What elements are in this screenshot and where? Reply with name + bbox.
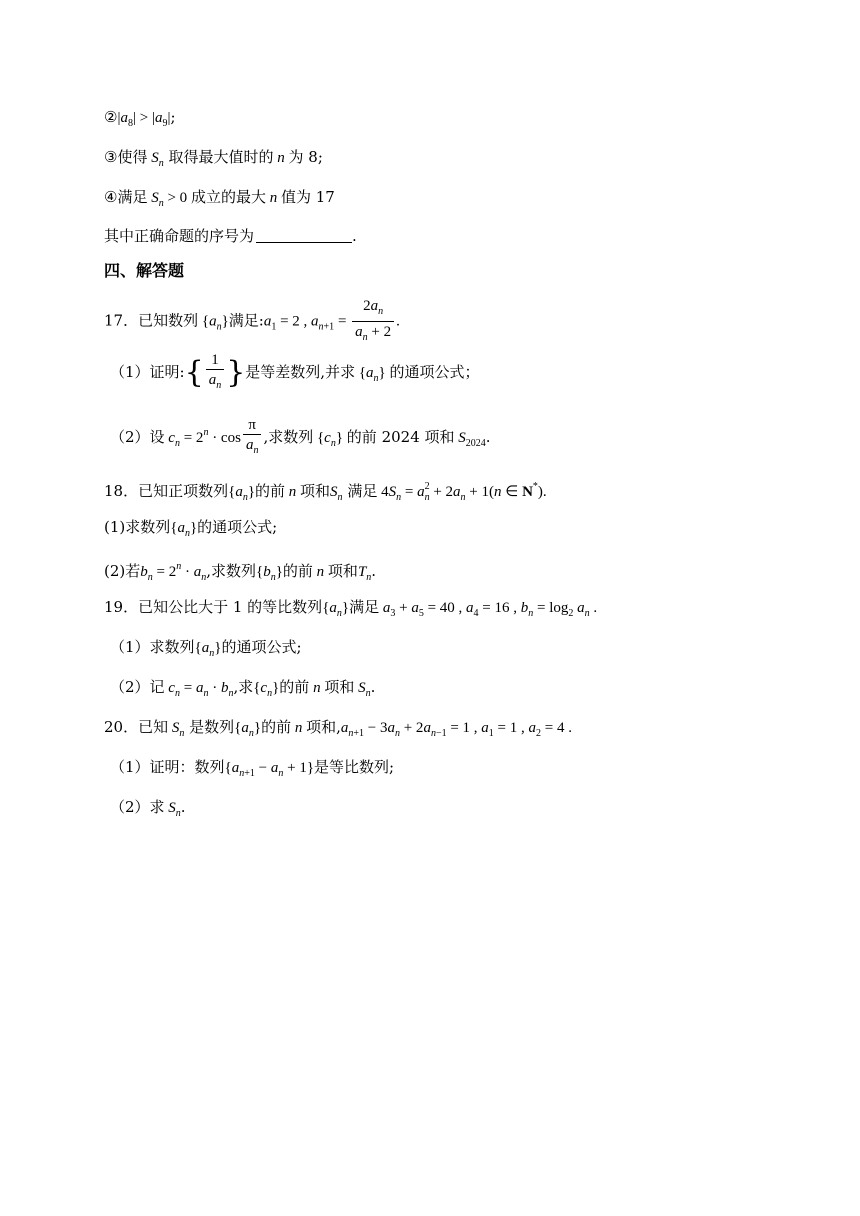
part-text: 是等比数列; [314, 758, 395, 776]
part-text: 是等差数列,并求 [245, 363, 356, 381]
answer-prompt [104, 226, 357, 246]
part-label: (1)求数列 [104, 518, 171, 536]
question-18-part-1: (1)求数列$\{a_n\}$的通项公式; [104, 518, 278, 539]
statement-text: 值为 17 [280, 188, 335, 206]
question-number: 20． [104, 718, 139, 736]
statement-marker: ④ [104, 188, 118, 206]
statement-4: ④满足 $S_n > 0$ 成立的最大 n 值为 17 [104, 188, 335, 209]
part-label: （2）设 [110, 428, 165, 446]
question-17-part-2: （2）设 $c_n = 2^n \cdot \cos$ $\frac{\pi}{a_n}$ ,求数列 $\{c_n\}$ 的前 2024 项和 $S_{2024}$. [110, 417, 491, 456]
statement-marker: ③ [104, 148, 118, 166]
statement-2: $②|a_8| > |a_9|$; [104, 108, 176, 129]
answer-blank[interactable] [256, 228, 352, 243]
question-17-part-1: （1）证明:{ $\frac{1}{a_n}$ }是等差数列,并求 $\{a_n\}$ 的通项公式； [110, 352, 480, 391]
stem-text: 满足 [349, 598, 380, 616]
stem-text: 已知 [138, 718, 169, 736]
part-text: ,求 [233, 678, 254, 696]
part-text: . [371, 562, 377, 580]
stem-text: 项和, [306, 718, 341, 736]
part-text: 项和 [327, 562, 358, 580]
statement-text: 使得 [117, 148, 148, 166]
question-17-stem: 17．已知数列 $\{a_n\}$满足$:a_1 = 2$ , $a_{n+1}$ = $\frac{2a_n}{a_n + 2}$ . [104, 298, 400, 343]
part-text: . [370, 678, 376, 696]
part-text: 的通项公式; [221, 638, 302, 656]
part-text: 项和 [324, 678, 355, 696]
stem-text: 已知公比大于 1 的等比数列 [138, 598, 323, 616]
part-label: （1）证明: [110, 363, 185, 381]
statement-marker: ② [104, 108, 118, 126]
part-text: 的通项公式； [389, 363, 480, 381]
question-number: 18． [104, 482, 139, 500]
stem-text: 满足: [228, 311, 264, 330]
stem-text: 是数列 [189, 718, 235, 736]
part-label: （1）证明：数列 [110, 758, 225, 776]
part-label: (2)若 [104, 562, 141, 580]
part-text: 的前 [282, 562, 313, 580]
part-text: 的通项公式; [197, 518, 278, 536]
question-19-part-2: （2）记 $c_n = a_n \cdot b_n$,求$\{c_n\}$的前 n 项和 $S_n$. [110, 678, 376, 699]
statement-text: 取得最大值时的 [168, 148, 274, 166]
part-text: . [180, 798, 186, 816]
part-text: 的前 [279, 678, 310, 696]
question-number: 19． [104, 598, 139, 616]
stem-text: 的前 [255, 482, 286, 500]
part-text: 的前 2024 项和 [346, 428, 455, 446]
statement-text: 成立的最大 [190, 188, 266, 206]
question-18-part-2: (2)若$b_n = 2^n \cdot a_n$,求数列$\{b_n\}$的前 n 项和$T_n$. [104, 561, 377, 583]
part-text: ,求数列 [263, 428, 314, 446]
question-19-stem: 19．已知公比大于 1 的等比数列$\{a_n\}$满足 $a_3 + a_5 = 40$ , $a_4 = 16$ , $b_n = \log_2 a_n$ . [104, 598, 598, 619]
part-label: （2）记 [110, 678, 165, 696]
question-18-stem: 18．已知正项数列$\{a_n\}$的前 n 项和$S_n$ 满足 $4S_n = a_n^2 + 2a_n + 1(n$ ∈ N*). [104, 481, 547, 503]
part-label: （2）求 [110, 798, 165, 816]
question-number: 17． [104, 311, 139, 330]
statement-text: 为 8; [288, 148, 323, 166]
stem-text: 的前 [261, 718, 292, 736]
stem-text: 满足 [347, 482, 378, 500]
question-20-stem: 20．已知 $S_n$ 是数列$\{a_n\}$的前 n 项和$,a_{n+1} - 3a_n + 2a_{n-1} = 1$ , $a_1 = 1$ , $a_2 = 4$ . [104, 718, 572, 739]
stem-text: 已知数列 [138, 311, 199, 330]
stem-text: 项和 [300, 482, 331, 500]
part-text: . [485, 428, 491, 446]
statement-tail: ; [170, 108, 176, 126]
statement-text: 满足 [117, 188, 148, 206]
question-20-part-1: （1）证明：数列$\{a_{n+1} - a_n + 1\}$是等比数列; [110, 758, 395, 779]
question-19-part-1: （1）求数列$\{a_n\}$的通项公式; [110, 638, 302, 659]
question-20-part-2: （2）求 $S_n$. [110, 798, 186, 819]
stem-text: 已知正项数列 [138, 482, 229, 500]
statement-3: ③使得 $S_n$ 取得最大值时的 n 为 8; [104, 148, 323, 169]
section-title: 四、解答题 [104, 261, 185, 280]
prompt-text: 其中正确命题的序号为 [104, 227, 255, 245]
part-label: （1）求数列 [110, 638, 195, 656]
part-text: ,求数列 [206, 562, 256, 580]
prompt-tail: . [352, 227, 357, 245]
